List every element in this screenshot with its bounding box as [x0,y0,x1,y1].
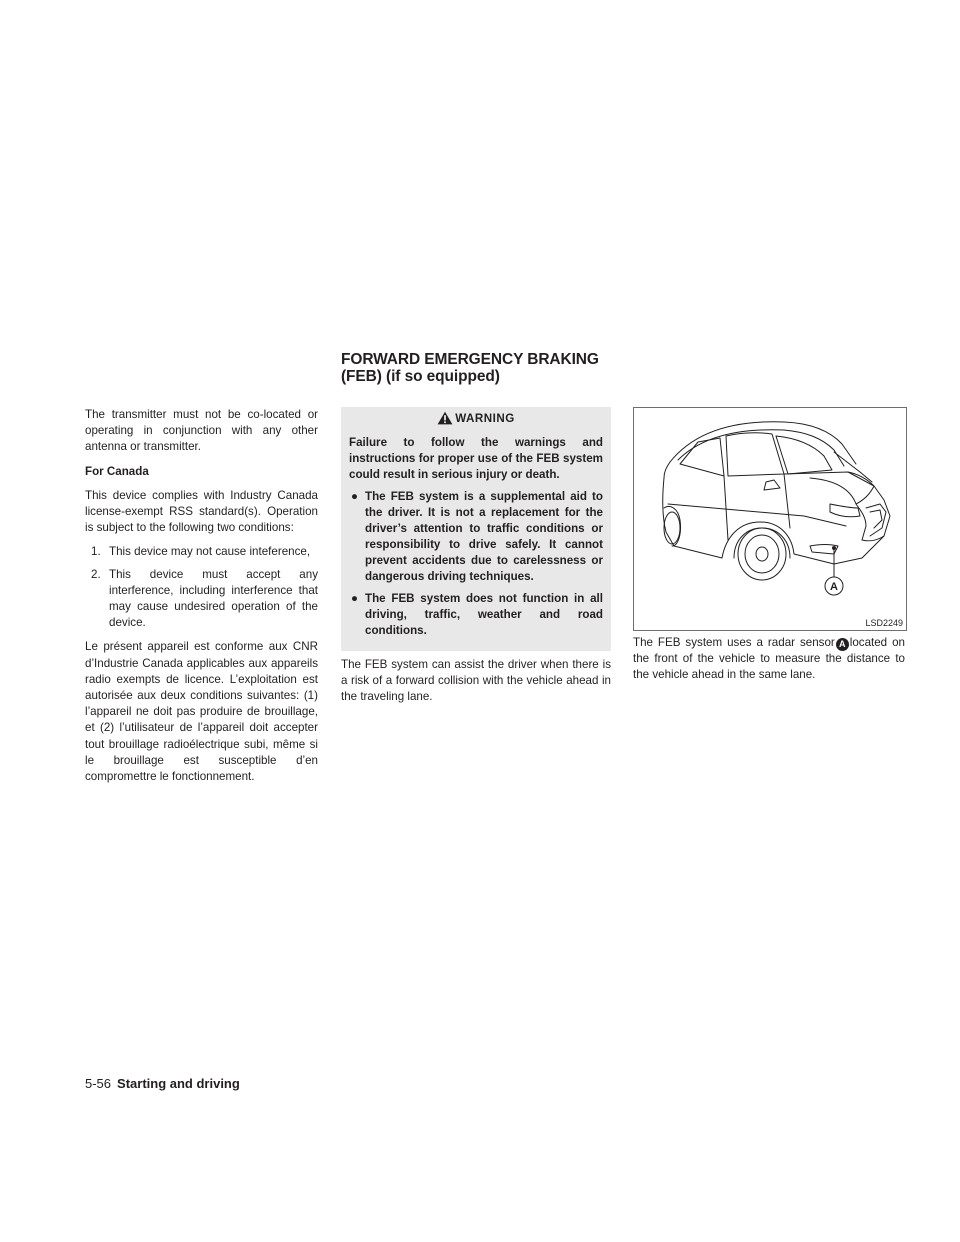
assist-paragraph: The FEB system can assist the driver when there is a risk of a forward collision with the vehicle ahead in the traveling lane. [341,658,611,704]
warning-bullet-item [349,591,603,639]
column-left [85,407,318,793]
warning-box [341,407,611,651]
column-middle [341,407,611,714]
vehicle-illustration [634,408,906,630]
page-number: 5-56 [85,1076,112,1091]
warning-bullets [349,489,603,639]
warning-title-text: WARNING [455,412,515,425]
sensor-text-before: The FEB system uses a radar sensor [633,636,835,649]
column-right [633,407,905,692]
section-heading [341,351,761,385]
bullet-icon: ● [351,592,359,605]
transmitter-paragraph: The transmitter must not be co-located or operating in conjunction with any other antenna or transmitter. [85,408,318,454]
condition-text: This device may not cause inteference, [109,545,311,559]
condition-text: This device must accept any interference, including interference that may cause undesired operation of the device. [109,567,318,630]
condition-number: 1. [91,545,101,559]
page-footer [85,1076,240,1091]
warning-bullet-text: The FEB system is a supplemental aid to the driver. It is not a replacement for the driver’s attention to traffic conditions or responsibility to drive safely. It cannot prevent accidents due to carelessness or dangerous driving techniques. [365,490,603,583]
sensor-paragraph [633,635,905,684]
bullet-icon: ● [351,490,359,503]
condition-item [85,544,318,560]
condition-number: 2. [91,567,101,581]
warning-bullet-text: The FEB system does not function in all driving, traffic, weather and road conditions. [365,592,603,637]
section-heading-line2: (FEB) (if so equipped) [341,368,500,385]
warning-bullet-item [349,489,603,585]
warning-title [349,411,603,427]
section-heading-line1: FORWARD EMERGENCY BRAKING [341,351,599,368]
conditions-list [85,544,318,631]
french-paragraph: Le présent appareil est conforme aux CNR d’Industrie Canada applicables aux appareils radio exempts de licence. L’exploitation est autorisée aux deux conditions suivantes: (1) l’appareil ne doit pas produire de brouillage, et (2) l’utilisateur de l’appareil doit accepter tout brouillage radioélectrique subi, même si le brouillage est susceptible d’en compromettre le fonctionnement. [85,640,318,784]
callout-marker-a: A [836,638,849,651]
vehicle-figure [633,407,907,631]
condition-item [85,567,318,632]
chapter-title: Starting and driving [117,1076,240,1091]
warning-triangle-icon [437,411,453,425]
canada-paragraph: This device complies with Industry Canada license-exempt RSS standard(s). Operation is subject to the following two conditions: [85,488,318,535]
figure-callout-label: A [830,581,838,593]
warning-intro: Failure to follow the warnings and instructions for proper use of the FEB system could result in serious injury or death. [349,436,603,481]
figure-code: LSD2249 [865,618,903,628]
sensor-text-after: located on the front of the vehicle to measure the distance to the vehicle ahead in the same lane. [633,636,905,682]
canada-heading: For Canada [85,464,149,478]
